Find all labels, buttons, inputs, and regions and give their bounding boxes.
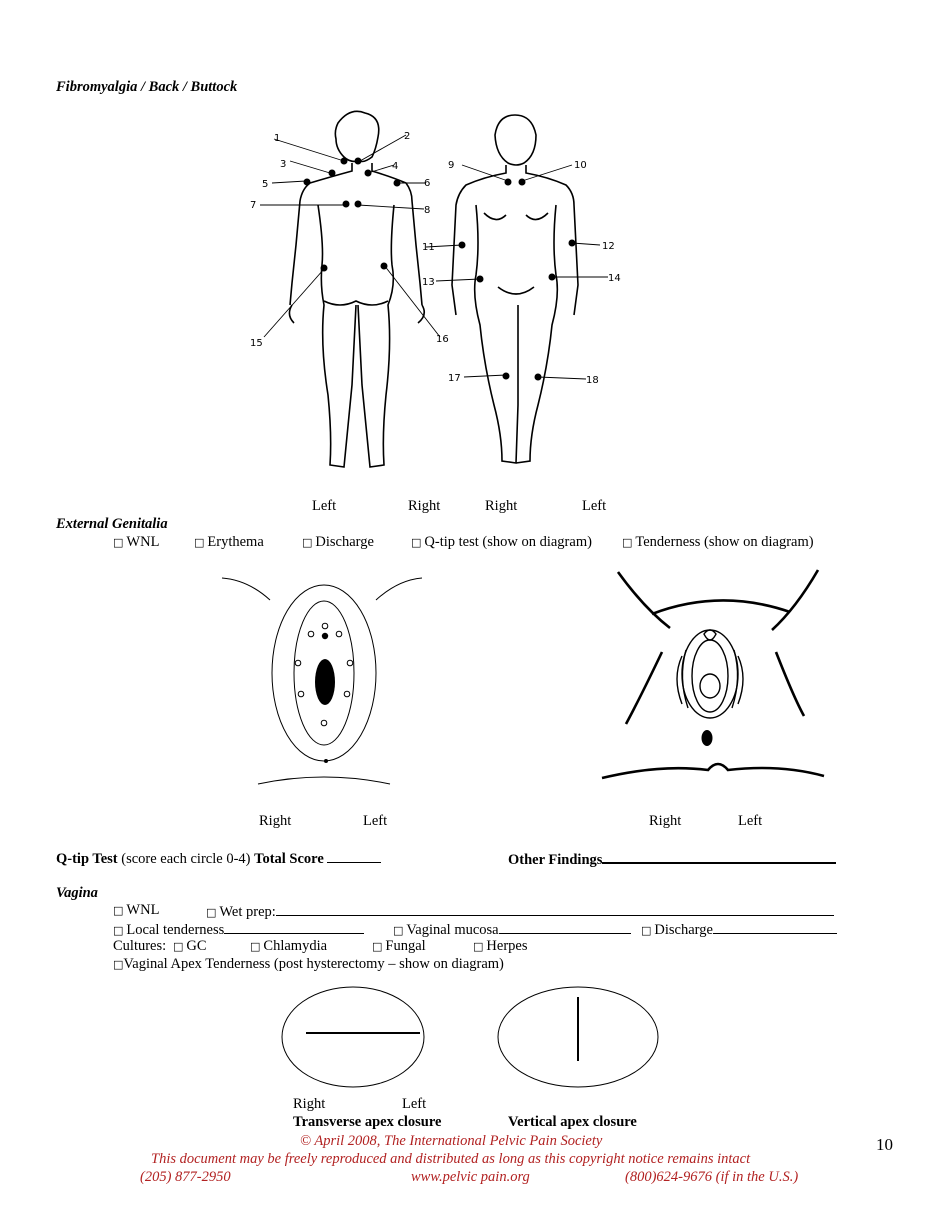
side-label-left: Left [582, 498, 607, 514]
external-option-discharge[interactable]: □ Discharge [302, 534, 374, 550]
front-figure-outline [495, 115, 536, 165]
tender-point-label: 13 [422, 277, 435, 288]
tender-point-label: 12 [602, 241, 615, 252]
vaginal-mucosa-field[interactable] [499, 921, 631, 934]
side-label-left: Left [312, 498, 337, 514]
vulva-label-right: Right [259, 813, 292, 829]
checkbox-icon: □ [411, 536, 422, 549]
vulva-label-right: Right [649, 813, 682, 829]
external-option-erythema[interactable]: □ Erythema [194, 534, 264, 550]
checkbox-icon: □ [622, 536, 633, 549]
other-findings-label: Other Findings [508, 852, 603, 868]
tender-point-label: 15 [250, 338, 263, 349]
qtip-test-row [56, 850, 381, 867]
qtip-test-hint: (score each circle 0-4) [121, 851, 251, 867]
tender-point-label: 2 [404, 131, 411, 142]
vagina-wet-prep[interactable]: □ Wet prep: [206, 903, 834, 920]
wet-prep-field[interactable] [276, 903, 834, 916]
footer-copyright: © April 2008, The International Pelvic Pain Society [300, 1133, 603, 1149]
local-tenderness-field[interactable] [224, 921, 364, 934]
section-title-vagina: Vagina [56, 885, 98, 901]
footer-phone: (205) 877-2950 [140, 1169, 231, 1185]
checkbox-icon: □ [641, 924, 652, 937]
side-label-right: Right [408, 498, 441, 514]
checkbox-icon: □ [113, 924, 124, 937]
transverse-apex-label: Transverse apex closure [293, 1114, 442, 1130]
footer-website[interactable]: www.pelvic pain.org [411, 1169, 530, 1185]
checkbox-icon: □ [113, 958, 124, 971]
checkbox-icon: □ [302, 536, 313, 549]
page-number: 10 [876, 1135, 893, 1154]
checkbox-icon: □ [250, 940, 261, 953]
external-option-wnl[interactable]: □ WNL [113, 534, 160, 550]
apex-label-right: Right [293, 1096, 326, 1112]
vaginal-apex-tenderness[interactable]: □Vaginal Apex Tenderness (post hysterectomy – show on diagram) [113, 956, 504, 972]
footer-notice: This document may be freely reproduced and distributed as long as this copyright notice remains intact [151, 1151, 751, 1167]
culture-option-chlamydia[interactable]: □ Chlamydia [250, 938, 328, 954]
anatomical-vulva-diagram [600, 568, 830, 798]
checkbox-icon: □ [113, 904, 124, 917]
checkbox-icon: □ [372, 940, 383, 953]
tender-point-label: 11 [422, 242, 435, 253]
vulva-label-left: Left [363, 813, 388, 829]
tender-point-label: 10 [574, 160, 587, 171]
vertical-apex-diagram [496, 985, 662, 1095]
body-tender-points-diagram [240, 105, 640, 475]
qtip-test-title: Q-tip Test [56, 851, 118, 867]
checkbox-icon: □ [393, 924, 404, 937]
transverse-apex-diagram [280, 985, 430, 1095]
checkbox-icon: □ [206, 906, 217, 919]
culture-option-gc[interactable]: □ GC [173, 938, 207, 954]
vagina-option-wnl[interactable]: □ WNL [113, 902, 160, 918]
checkbox-icon: □ [473, 940, 484, 953]
tender-point-label: 3 [280, 159, 287, 170]
side-label-right: Right [485, 498, 518, 514]
checkbox-icon: □ [194, 536, 205, 549]
tender-point-label: 6 [424, 178, 431, 189]
other-findings-row [508, 850, 836, 868]
tender-point-label: 9 [448, 160, 455, 171]
tender-point-label: 1 [274, 133, 281, 144]
other-findings-field[interactable] [602, 850, 836, 864]
tender-point-label: 4 [392, 161, 399, 172]
tender-point-label: 14 [608, 273, 621, 284]
external-option-qtip[interactable]: □ Q-tip test (show on diagram) [411, 534, 592, 550]
vulva-label-left: Left [738, 813, 763, 829]
footer-phone-tollfree: (800)624-9676 (if in the U.S.) [625, 1169, 799, 1185]
culture-option-fungal[interactable]: □ Fungal [372, 938, 426, 954]
tender-point-label: 8 [424, 205, 431, 216]
vertical-apex-label: Vertical apex closure [508, 1114, 637, 1130]
vagina-mucosa[interactable]: □ Vaginal mucosa [393, 921, 631, 938]
qtip-vulva-diagram [218, 570, 428, 800]
tender-point-label: 17 [448, 373, 461, 384]
tender-point-label: 5 [262, 179, 269, 190]
total-score-field[interactable] [327, 850, 381, 863]
total-score-label: Total Score [254, 851, 324, 867]
section-title-fibromyalgia: Fibromyalgia / Back / Buttock [56, 79, 238, 95]
external-option-tenderness[interactable]: □ Tenderness (show on diagram) [622, 534, 814, 550]
culture-option-herpes[interactable]: □ Herpes [473, 938, 528, 954]
tender-point-label: 16 [436, 334, 449, 345]
vagina-discharge[interactable]: □ Discharge [641, 921, 837, 938]
tender-point-label: 18 [586, 375, 599, 386]
vagina-local-tenderness[interactable]: □ Local tenderness [113, 921, 364, 938]
cultures-label: Cultures: [113, 938, 167, 954]
discharge-field[interactable] [713, 921, 837, 934]
section-title-external-genitalia: External Genitalia [56, 516, 168, 532]
checkbox-icon: □ [173, 940, 184, 953]
checkbox-icon: □ [113, 536, 124, 549]
apex-label-left: Left [402, 1096, 427, 1112]
tender-point-label: 7 [250, 200, 257, 211]
